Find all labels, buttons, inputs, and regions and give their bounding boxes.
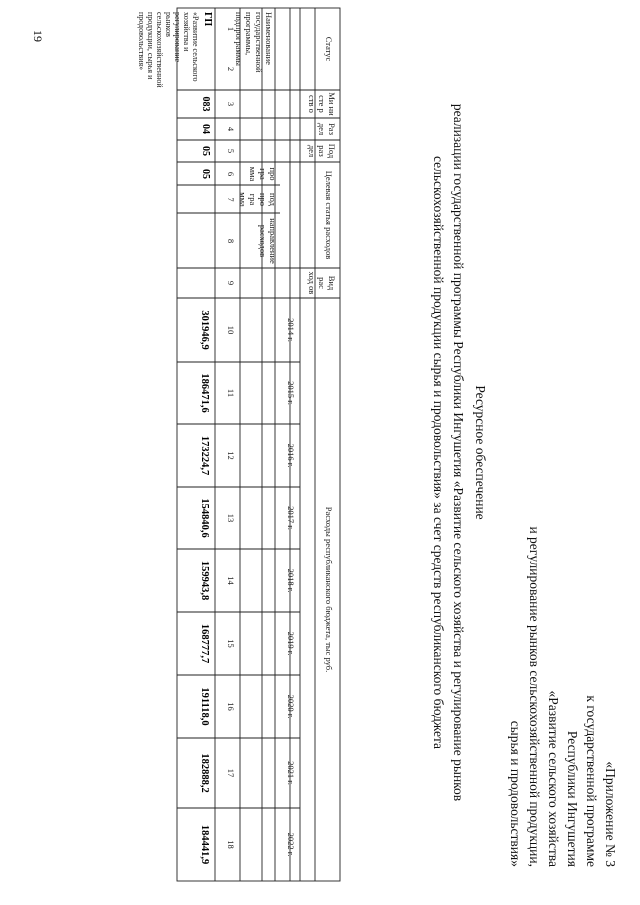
expense-value: 173224,7 [199, 435, 210, 476]
row-programma: 05 [200, 169, 211, 179]
column-number: 14 [226, 576, 236, 585]
header-vid: Вид рас ход ов [307, 271, 337, 295]
column-number: 17 [226, 768, 236, 778]
column-number: 3 [226, 101, 236, 107]
column-number: 8 [226, 238, 236, 244]
appendix-line: «Приложение № 3 [603, 761, 618, 867]
appendix-line: «Развитие сельского хозяйства [546, 690, 561, 867]
row-name: «Развитие сельского хозяйства и регулирование рынков сельскохозяйственной продукции, сырья и продовольствия» [137, 12, 200, 88]
expense-value: 301946,9 [199, 310, 210, 350]
column-number: 12 [226, 451, 236, 460]
header-expenses: Расходы республиканского бюджета, тыс руб. [324, 506, 334, 673]
appendix-line: Республики Ингушетия [565, 730, 580, 867]
expense-value: 186471,6 [199, 373, 210, 413]
expense-value: 182888,2 [199, 753, 210, 793]
column-number: 13 [226, 513, 236, 523]
column-number: 4 [226, 126, 236, 132]
column-number: 6 [226, 171, 236, 177]
header-direction: направление расходов [258, 218, 278, 264]
page-number: 19 [31, 30, 45, 42]
year-header: 2021 г. [286, 761, 296, 785]
column-number: 9 [226, 280, 236, 286]
column-number: 11 [226, 388, 236, 398]
document-subtitle: сельскохозяйственной продукции сырья и продовольствия» за счет средств республиканского бюджета [431, 155, 446, 750]
column-number: 7 [226, 197, 236, 202]
header-ministry: Ми ни сте р ств о [307, 92, 337, 116]
column-number: 16 [226, 702, 236, 711]
column-number: 18 [226, 840, 236, 849]
header-razdel: Раз дел [317, 122, 337, 136]
appendix-line: сырья и продовольствия» [508, 720, 523, 867]
header-podrazdel: Под раз дел [307, 143, 337, 159]
expense-value: 154840,6 [199, 498, 210, 538]
expense-value: 168777,7 [199, 623, 210, 664]
column-number: 1 [226, 26, 236, 32]
year-header: 2016 г. [286, 443, 296, 468]
year-header: 2014 г. [286, 318, 296, 342]
column-number: 2 [226, 66, 236, 72]
appendix-line: и регулирование рынков сельскохозяйственной продукции, [527, 526, 542, 867]
expense-value: 159943,8 [199, 560, 210, 601]
document-subtitle: реализации государственной программы Республики Ингушетия «Развитие сельского хозяйства и регулирование рынков [451, 103, 466, 802]
row-ministry: 083 [200, 96, 211, 112]
header-name: Наименование государственной программы, подпрограммы [234, 12, 274, 73]
header-target: Целевая статья расходов [324, 170, 334, 260]
year-header: 2015 г. [286, 381, 296, 405]
header-programma: про гра мма [248, 166, 278, 182]
row-status: ГП [202, 12, 213, 27]
row-razdel: 04 [200, 124, 211, 134]
year-header: 2018 г. [286, 568, 296, 593]
year-header: 2022 г. [286, 832, 296, 857]
year-header: 2017 г. [286, 506, 296, 530]
document-title: Ресурсное обеспечение [473, 385, 488, 520]
header-podprogramma: под про гра мма [238, 192, 278, 207]
expense-value: 184441,9 [199, 824, 210, 865]
appendix-line: к государственной программе [584, 695, 599, 867]
column-number: 5 [226, 148, 236, 154]
column-number: 15 [226, 639, 236, 648]
expense-value: 191118,0 [199, 687, 210, 726]
row-podrazdel: 05 [200, 146, 211, 156]
column-number: 10 [226, 325, 236, 335]
year-header: 2019 г. [286, 631, 296, 656]
header-status: Статус [324, 36, 334, 62]
year-header: 2020 г. [286, 694, 296, 719]
